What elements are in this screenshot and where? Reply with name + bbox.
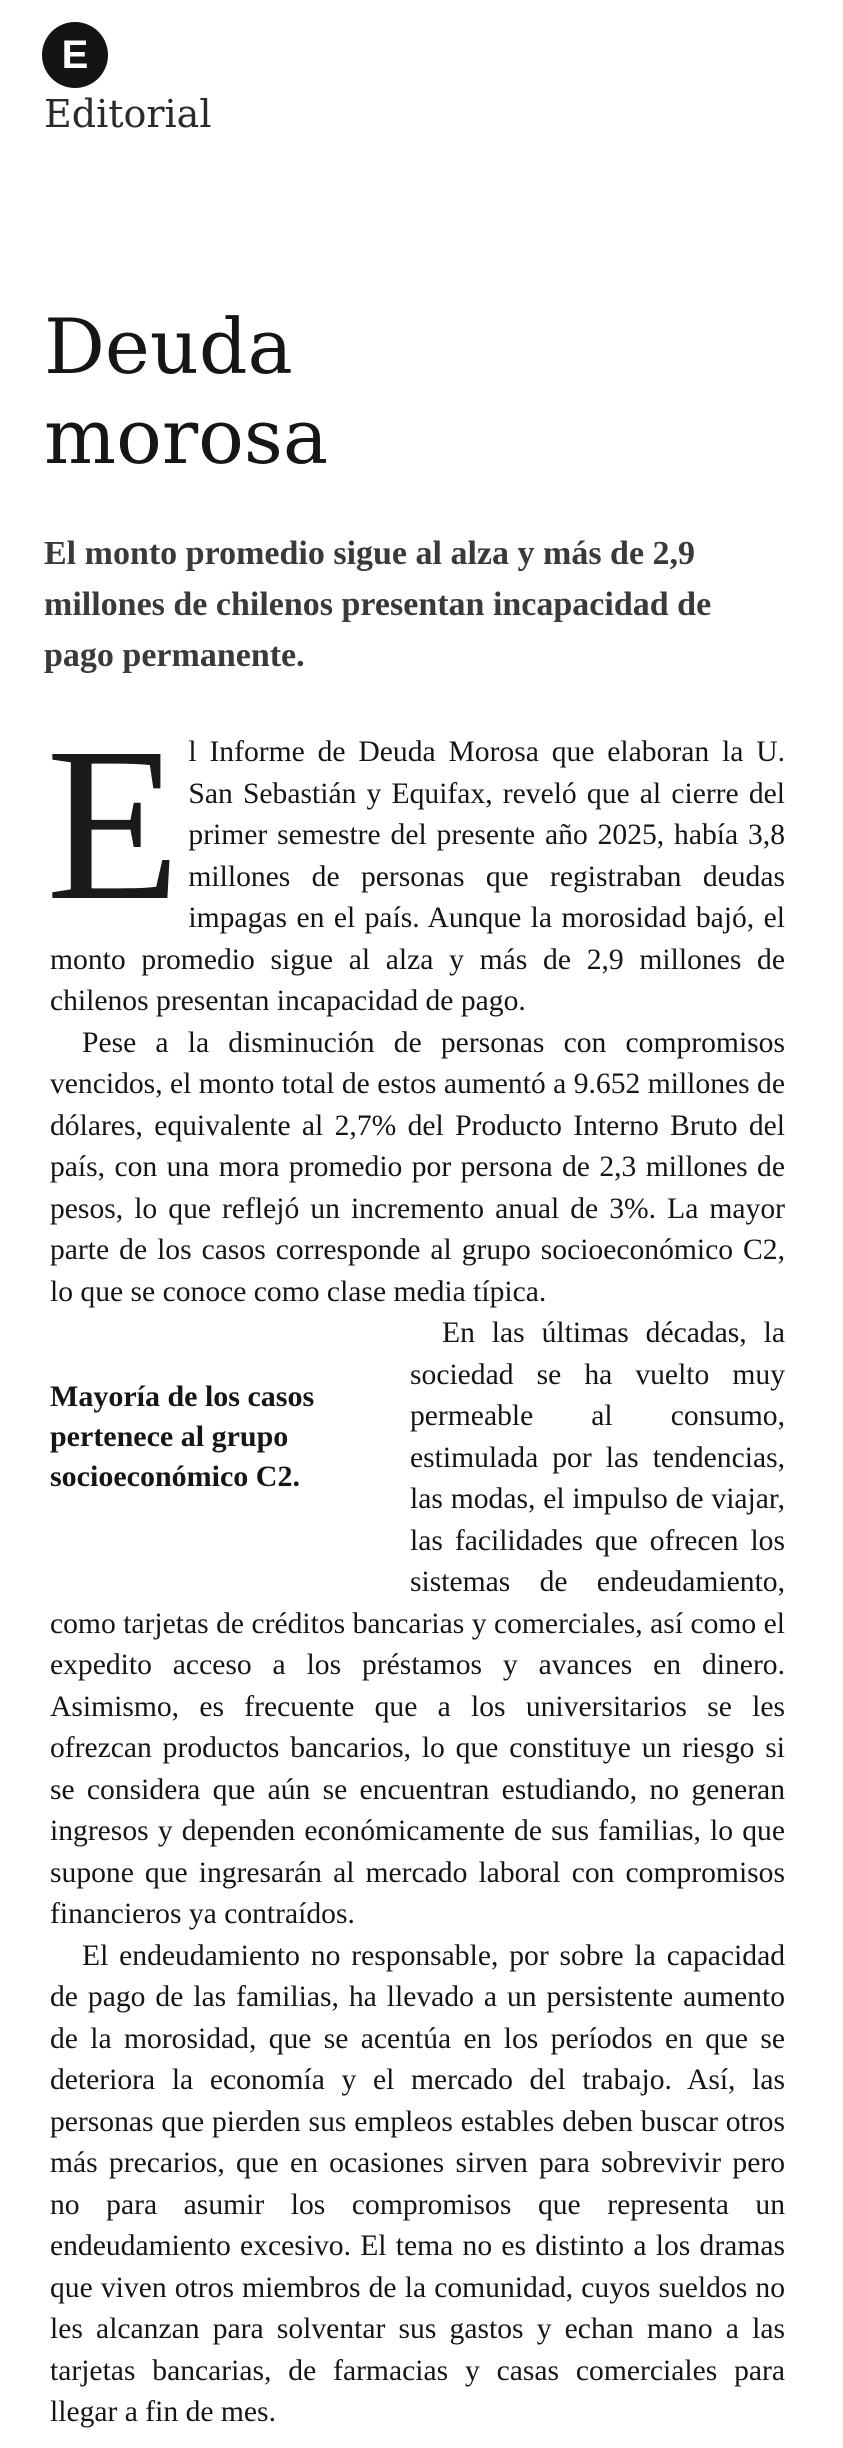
article-body: [46, 702, 785, 2434]
drop-cap: E: [46, 702, 181, 946]
paragraph-4: El endeudamiento no responsable, por sobre la capacidad de pago de las familias, ha llevado a un persistente aumento de la morosidad, que se acentúa en los períodos en que se deteriora la economía y el mercado del trabajo. Así, las personas que pierden sus empleos estables deben buscar otros más precarios, que en ocasiones sirven para sobrevivir pero no para asumir los compromisos que representa un endeudamiento excesivo. El tema no es distinto a los dramas que viven otros miembros de la comunidad, cuyos sueldos no les alcanzan para solventar sus gastos y echan mano a las tarjetas bancarias, de farmacias y casas comerciales para llegar a fin de mes.: [50, 1939, 785, 2428]
paragraph-3: En las últimas décadas, la sociedad se ha vuelto muy permeable al consumo, estimulada por las tendencias, las modas, el impulso de viajar, las facilidades que ofrecen los sistemas de endeudamiento, como tarjetas de créditos bancarias y comerciales, así como el expedito acceso a los préstamos y avances en dinero. Asimismo, es frecuente que a los universitarios se les ofrezcan productos bancarios, lo que constituye un riesgo si se considera que aún se encuentran estudiando, no generan ingresos y dependen económicamente de sus familias, lo que supone que ingresarán al mercado laboral con compromisos financieros ya contraídos.: [50, 1317, 785, 1930]
headline-line-2: morosa: [44, 392, 329, 481]
paragraph-1: [46, 702, 785, 1023]
headline-line-1: Deuda: [44, 302, 293, 391]
page-title: [44, 302, 604, 482]
standfirst: El monto promedio sigue al alza y más de 2,9 millones de chilenos presentan incapacidad de pago permanente.: [44, 535, 712, 674]
pull-quote: Mayoría de los casos pertenece al grupo socioeconómico C2.: [50, 1380, 315, 1493]
section-label: Editorial: [44, 92, 212, 136]
pull-quote-spacer: [50, 1313, 51, 1337]
section-badge: E: [42, 22, 108, 88]
paragraph-2: Pese a la disminución de personas con compromisos vencidos, el monto total de estos aumentó a 9.652 millones de dólares, equivalente al 2,7% del Producto Interno Bruto del país, con una mora promedio por persona de 2,3 millones de pesos, lo que reflejó un incremento anual de 3%. La mayor parte de los casos corresponde al grupo socioeconómico C2, lo que se conoce como clase media típica.: [50, 1026, 785, 1308]
paragraph-1-text: l Informe de Deuda Morosa que elaboran la U. San Sebastián y Equifax, reveló que al cierre del primer semestre del presente año 2025, había 3,8 millones de personas que registraban deudas impagas en el país. Aunque la morosidad bajó, el monto promedio sigue al alza y más de 2,9 millones de chilenos presentan incapacidad de pago.: [50, 736, 785, 1017]
